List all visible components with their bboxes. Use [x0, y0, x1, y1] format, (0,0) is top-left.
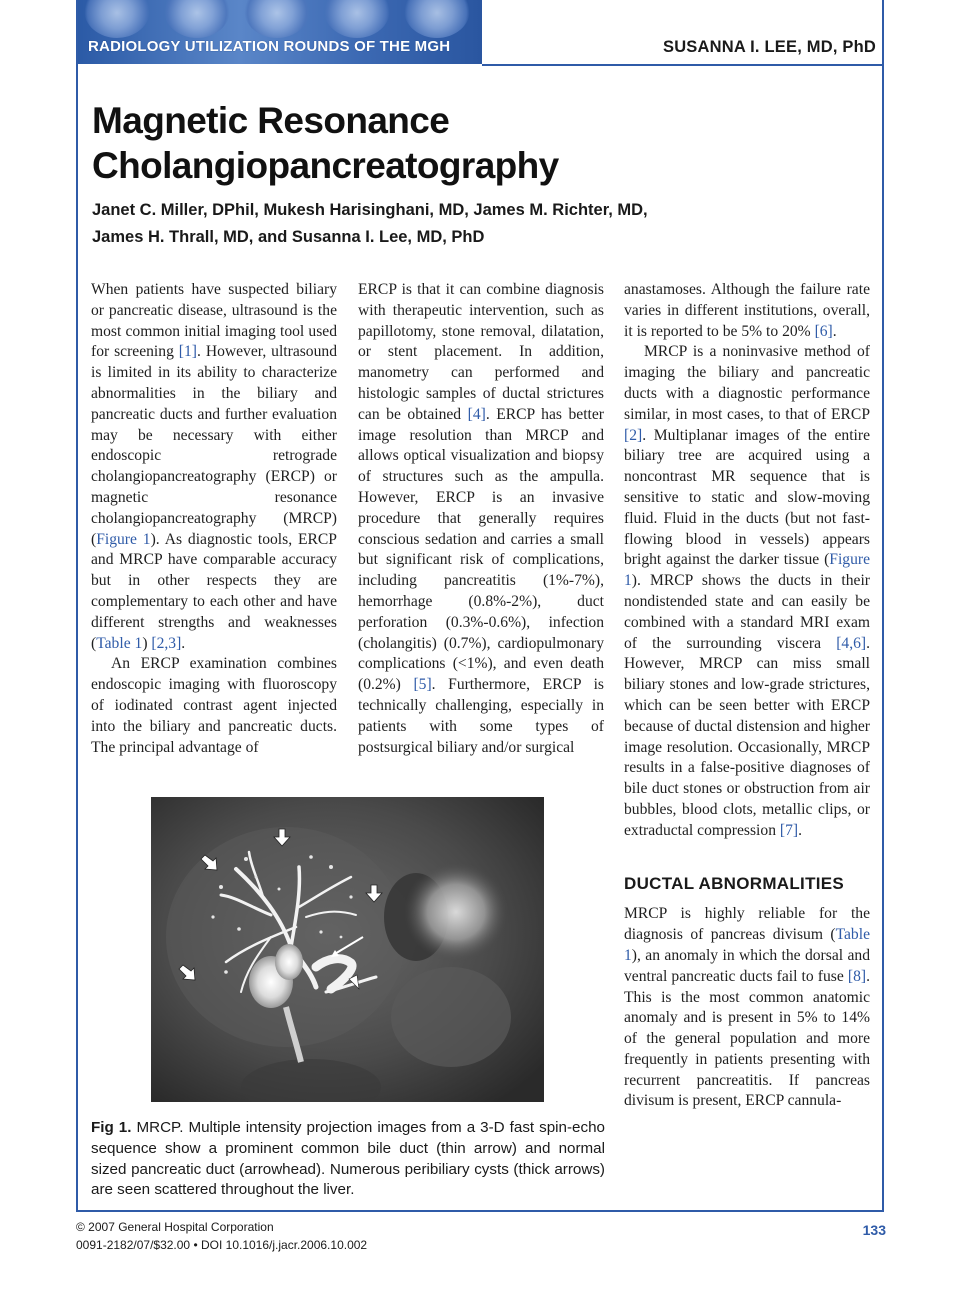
paragraph: ERCP is that it can combine diagnosis with therapeutic intervention, such as papillotomy, stone removal, dilatation, or stent placement. In addition, manometry can performed and histologic samples of ductal strictures can be obtained [4]. ERCP has better image resolution than MRCP and allows optical visualization and biopsy of structures such as the ampulla. However, ERCP is an invasive procedure that generally requires conscious sedation and carries a small but significant risk of complications, including pancreatitis (1%-7%), hemorrhage (0.8%-2%), duct perforation (0.3%-0.6%), infection (cholangitis) (0.7%), cardiopulmonary complications (<1%), and even death (0.2%) [5]. Furthermore, ERCP is technically challenging, especially in patients with some types of postsurgical biliary and/or surgical: [358, 281, 604, 756]
paragraph: When patients have suspected biliary or pancreatic disease, ultrasound is the most common initial imaging tool used for screening [1]. However, ultrasound is limited in its ability to characterize abnormalities in the biliary and pancreatic ducts and further evaluation may be necessary with either endoscopic retrograde cholangiopancreatography (ERCP) or magnetic resonance cholangiopancreatography (MRCP) (Figure 1). As diagnostic tools, ERCP and MRCP have comparable accuracy but in other respects they are complementary to each other and have different strengths and weaknesses (Table 1) [2,3].: [91, 281, 337, 652]
figure-caption: Fig 1. MRCP. Multiple intensity projection images from a 3-D fast spin-echo sequence show a prominent common bile duct (thin arrow) and normal sized pancreatic duct (arrowhead). Numerous peribiliary cysts (thick arrows) are seen scattered throughout the liver.: [91, 1119, 605, 1199]
figure-link[interactable]: Figure 1: [96, 530, 151, 548]
figure-label: Fig 1.: [91, 1119, 132, 1136]
column-author: SUSANNA I. LEE, MD, PhD: [662, 38, 876, 56]
article-title: Magnetic Resonance Cholangiopancreatography: [92, 100, 559, 186]
citation-link[interactable]: [4,6]: [836, 634, 867, 652]
section-heading: DUCTAL ABNORMALITIES: [624, 873, 845, 893]
authors-line-2: James H. Thrall, MD, and Susanna I. Lee, MD, PhD: [92, 228, 485, 246]
mrcp-figure-image: [151, 797, 544, 1102]
citation-link[interactable]: [1]: [178, 343, 197, 361]
citation-link[interactable]: [2,3]: [151, 634, 182, 652]
table-link[interactable]: Table 1: [96, 634, 143, 652]
citation-link[interactable]: [2]: [624, 426, 643, 444]
paragraph: anastamoses. Although the failure rate varies in different institutions, overall, it is reported to be 5% to 20% [6].: [624, 281, 870, 340]
page-number: 133: [862, 1222, 886, 1238]
body-column-3: [624, 280, 870, 1112]
body-column-2: [358, 280, 604, 758]
copyright-notice: © 2007 General Hospital Corporation: [76, 1220, 274, 1234]
paragraph: MRCP is highly reliable for the diagnosis of pancreas divisum (Table 1), an anomaly in which the dorsal and ventral pancreatic ducts fail to fuse [8]. This is the most common anatomic anomaly and is present in 5% to 14% of the general population and more frequently in patients presenting with recurrent pancreatitis. If pancreas divisum is present, ERCP cannula-: [624, 905, 870, 1110]
table-link[interactable]: Table 1: [624, 926, 870, 964]
doi-line: 0091-2182/07/$32.00 • DOI 10.1016/j.jacr.2006.10.002: [76, 1238, 368, 1252]
citation-link[interactable]: [5]: [413, 676, 432, 694]
citation-link[interactable]: [7]: [779, 821, 799, 839]
body-column-1: [91, 280, 337, 758]
figure-link[interactable]: Figure 1: [624, 551, 870, 590]
series-title: RADIOLOGY UTILIZATION ROUNDS OF THE MGH: [88, 38, 451, 55]
citation-link[interactable]: [4]: [467, 405, 486, 423]
paragraph: MRCP is a noninvasive method of imaging the biliary and pancreatic ducts with a diagnostic performance similar, in most cases, to that of ERCP [2]. Multiplanar images of the entire biliary tree are acquired using a noncontrast MR sequence that is sensitive to static and slow-moving fluid. Fluid in the ducts (but not fast-flowing blood in vessels) appears bright against the darker tissue (Figure 1). MRCP shows the ducts in their nondistended state and can easily be combined with a standard MRI exam of the surrounding viscera [4,6]. However, MRCP can miss small biliary stones and low-grade strictures, which can be seen better with ERCP because of ductal distension and higher image resolution. Occasionally, MRCP results in a false-positive diagnoses of bile duct stones or obstruction from air bubbles, blood clots, metallic clips, or extraductal compression [7].: [624, 343, 870, 839]
citation-link[interactable]: [6]: [814, 322, 833, 340]
header-rule: [482, 64, 884, 66]
article-authors: [92, 197, 792, 251]
series-banner: [78, 0, 482, 64]
authors-line-1: Janet C. Miller, DPhil, Mukesh Harisinghani, MD, James M. Richter, MD,: [92, 201, 648, 219]
paragraph: An ERCP examination combines endoscopic imaging with fluoroscopy of iodinated contrast agent injected into the biliary and pancreatic ducts. The principal advantage of: [91, 655, 337, 756]
mrcp-scan-illustration: [151, 797, 544, 1102]
citation-link[interactable]: [8]: [847, 967, 867, 985]
